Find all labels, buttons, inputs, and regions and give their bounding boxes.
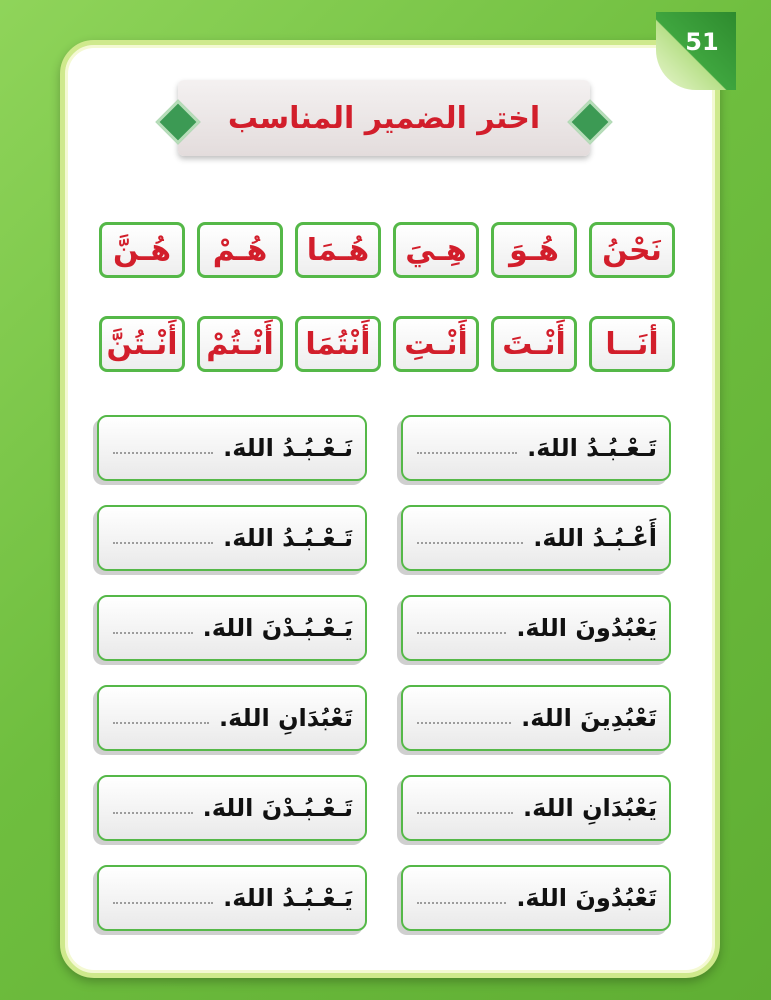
answer-blank[interactable] xyxy=(417,812,513,814)
page-number: 51 xyxy=(685,28,719,56)
pronoun-option[interactable]: أَنْـتُنَّ xyxy=(99,316,185,372)
sentence-card xyxy=(97,775,367,841)
answer-blank[interactable] xyxy=(417,902,506,904)
answer-blank[interactable] xyxy=(417,632,506,634)
sentence-card xyxy=(401,595,671,661)
answer-blank[interactable] xyxy=(113,452,213,454)
sentence-text: يَعْبُدَانِ اللهَ. xyxy=(523,794,657,822)
sentence-text: يَعْبُدُونَ اللهَ. xyxy=(516,614,657,642)
pronoun-option[interactable]: هُـوَ xyxy=(491,222,577,278)
pronoun-option[interactable]: هُـنَّ xyxy=(99,222,185,278)
sentence-text: تَـعْـبُـدْنَ اللهَ. xyxy=(202,794,353,822)
sentence-text: تَعْبُدَانِ اللهَ. xyxy=(219,704,353,732)
answer-blank[interactable] xyxy=(113,902,213,904)
pronoun-option[interactable]: هِـيَ xyxy=(393,222,479,278)
sentence-text: تَـعْـبُـدُ اللهَ. xyxy=(223,524,353,552)
sentence-text: تَعْبُدِينَ اللهَ. xyxy=(521,704,657,732)
sentence-card xyxy=(97,595,367,661)
answer-blank[interactable] xyxy=(417,452,517,454)
answer-blank[interactable] xyxy=(113,542,213,544)
page-title: اختر الضمير المناسب xyxy=(227,100,541,136)
answer-blank[interactable] xyxy=(113,632,193,634)
sentence-text: نَـعْـبُـدُ اللهَ. xyxy=(223,434,353,462)
sentence-card xyxy=(401,775,671,841)
sentence-text: يَـعْـبُـدْنَ اللهَ. xyxy=(202,614,353,642)
pronoun-option[interactable]: أنَــا xyxy=(589,316,675,372)
answer-blank[interactable] xyxy=(417,722,511,724)
sentence-text: تَـعْـبُـدُ اللهَ. xyxy=(527,434,657,462)
sentence-text: أَعْـبُـدُ اللهَ. xyxy=(533,524,657,552)
sentence-text: يَـعْـبُـدُ اللهَ. xyxy=(223,884,353,912)
sentence-card xyxy=(401,415,671,481)
pronoun-option[interactable]: نَحْنُ xyxy=(589,222,675,278)
sentence-text: تَعْبُدُونَ اللهَ. xyxy=(516,884,657,912)
pronoun-option[interactable]: أَنْتُمَا xyxy=(295,316,381,372)
sentence-card xyxy=(97,865,367,931)
pronoun-options xyxy=(97,222,675,372)
answer-blank[interactable] xyxy=(417,542,523,544)
pronoun-option[interactable]: أَنْـتِ xyxy=(393,316,479,372)
title-banner xyxy=(178,80,590,156)
pronoun-option[interactable]: أَنْـتُمْ xyxy=(197,316,283,372)
pronoun-option[interactable]: أَنْـتَ xyxy=(491,316,577,372)
exercise-sentences xyxy=(97,415,671,931)
sentence-card xyxy=(401,865,671,931)
sentence-card xyxy=(401,685,671,751)
pronoun-option[interactable]: هُـمْ xyxy=(197,222,283,278)
answer-blank[interactable] xyxy=(113,722,209,724)
sentence-card xyxy=(401,505,671,571)
pronoun-option[interactable]: هُـمَا xyxy=(295,222,381,278)
sentence-card xyxy=(97,685,367,751)
sentence-card xyxy=(97,415,367,481)
sentence-card xyxy=(97,505,367,571)
answer-blank[interactable] xyxy=(113,812,193,814)
